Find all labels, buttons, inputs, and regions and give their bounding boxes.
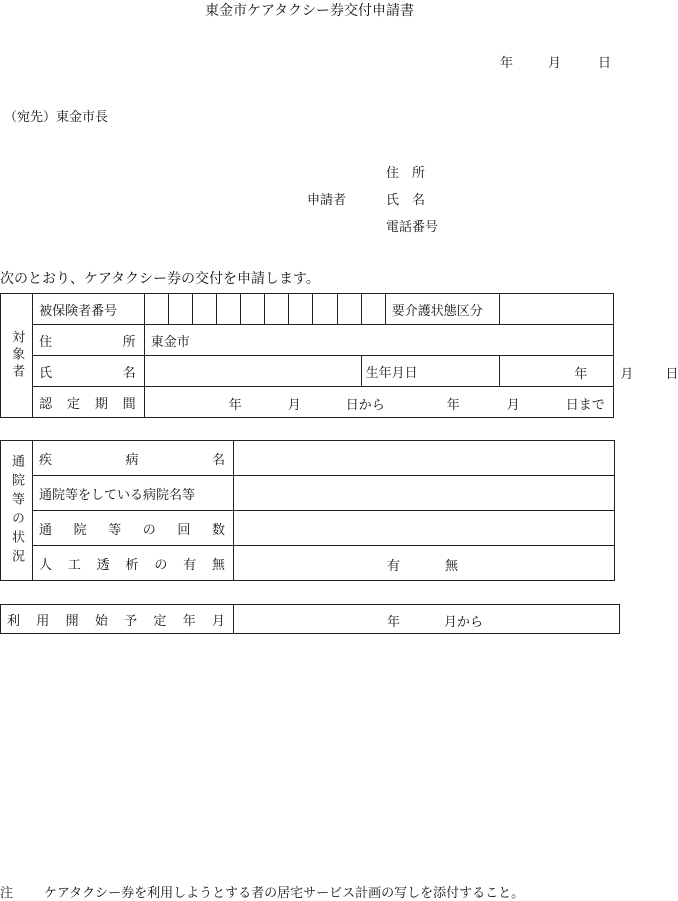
insured-number-digit[interactable] bbox=[241, 294, 265, 325]
insured-number-digit[interactable] bbox=[361, 294, 385, 325]
start-table bbox=[0, 604, 620, 634]
disease-label: 疾病名 bbox=[33, 441, 234, 476]
birthdate-month-unit: 月 bbox=[620, 367, 634, 382]
visit-table bbox=[0, 440, 615, 581]
footnote-mark: 注 bbox=[0, 886, 14, 901]
visit-count-label: 通院等の回数 bbox=[33, 511, 234, 546]
address-field[interactable]: 東金市 bbox=[144, 325, 613, 356]
application-date bbox=[500, 52, 612, 71]
page-title: 東金市ケアタクシー券交付申請書 bbox=[204, 3, 415, 19]
insured-number-digit[interactable] bbox=[337, 294, 361, 325]
dialysis-no-option[interactable]: 無 bbox=[445, 559, 459, 574]
insured-number-digit[interactable] bbox=[192, 294, 216, 325]
start-year-unit: 年 bbox=[387, 615, 401, 630]
start-date-field[interactable] bbox=[234, 605, 620, 634]
hospital-field[interactable] bbox=[234, 476, 615, 511]
subject-table bbox=[0, 293, 678, 418]
intro-text: 次のとおり、ケアタクシー券の交付を申請します。 bbox=[0, 271, 320, 287]
applicant-name-label: 氏 名 bbox=[386, 193, 426, 208]
insured-number-digit[interactable] bbox=[168, 294, 192, 325]
date-month-label: 月 bbox=[548, 56, 562, 71]
address-label: 住所 bbox=[33, 325, 145, 356]
birthdate-field[interactable] bbox=[500, 356, 678, 387]
date-day-label: 日 bbox=[598, 56, 612, 71]
hospital-label: 通院等をしている病院名等 bbox=[33, 476, 234, 511]
period-to-day: 日まで bbox=[565, 398, 605, 413]
dialysis-field[interactable] bbox=[234, 546, 615, 581]
period-label: 認定期間 bbox=[33, 387, 145, 418]
applicant-phone-label: 電話番号 bbox=[386, 220, 439, 235]
birthdate-day-unit: 日 bbox=[665, 367, 678, 382]
footnote-text: ケアタクシー券を利用しようとする者の居宅サービス計画の写しを添付すること。 bbox=[44, 886, 525, 901]
name-field[interactable] bbox=[144, 356, 361, 387]
disease-field[interactable] bbox=[234, 441, 615, 476]
date-year-label: 年 bbox=[500, 56, 514, 71]
name-label: 氏名 bbox=[33, 356, 145, 387]
applicant-label: 申請者 bbox=[307, 193, 347, 208]
care-level-label: 要介護状態区分 bbox=[385, 294, 500, 325]
period-to-year: 年 bbox=[446, 398, 460, 413]
insured-number-label: 被保険者番号 bbox=[33, 294, 145, 325]
period-to-month: 月 bbox=[506, 398, 520, 413]
insured-number-digit[interactable] bbox=[313, 294, 337, 325]
start-date-label: 利用開始予定年月 bbox=[1, 605, 234, 634]
care-level-field[interactable] bbox=[500, 294, 614, 325]
insured-number-digit[interactable] bbox=[289, 294, 313, 325]
period-field[interactable] bbox=[144, 387, 613, 418]
visit-count-field[interactable] bbox=[234, 511, 615, 546]
subject-side-label: 対象者 bbox=[1, 294, 33, 418]
start-month-unit: 月から bbox=[444, 615, 484, 630]
insured-number-digit[interactable] bbox=[217, 294, 241, 325]
dialysis-label: 人工透析の有無 bbox=[33, 546, 234, 581]
period-from-year: 年 bbox=[228, 398, 242, 413]
dialysis-yes-option[interactable]: 有 bbox=[387, 559, 401, 574]
insured-number-digit[interactable] bbox=[144, 294, 168, 325]
period-from-month: 月 bbox=[287, 398, 301, 413]
birthdate-year-unit: 年 bbox=[574, 367, 588, 382]
insured-number-digit[interactable] bbox=[265, 294, 289, 325]
period-from-day: 日から bbox=[345, 398, 385, 413]
addressee: （宛先）東金市長 bbox=[4, 110, 109, 125]
birthdate-label: 生年月日 bbox=[361, 356, 500, 387]
applicant-address-label: 住 所 bbox=[386, 166, 426, 181]
visit-side-label: 通院等の状況 bbox=[1, 441, 33, 581]
